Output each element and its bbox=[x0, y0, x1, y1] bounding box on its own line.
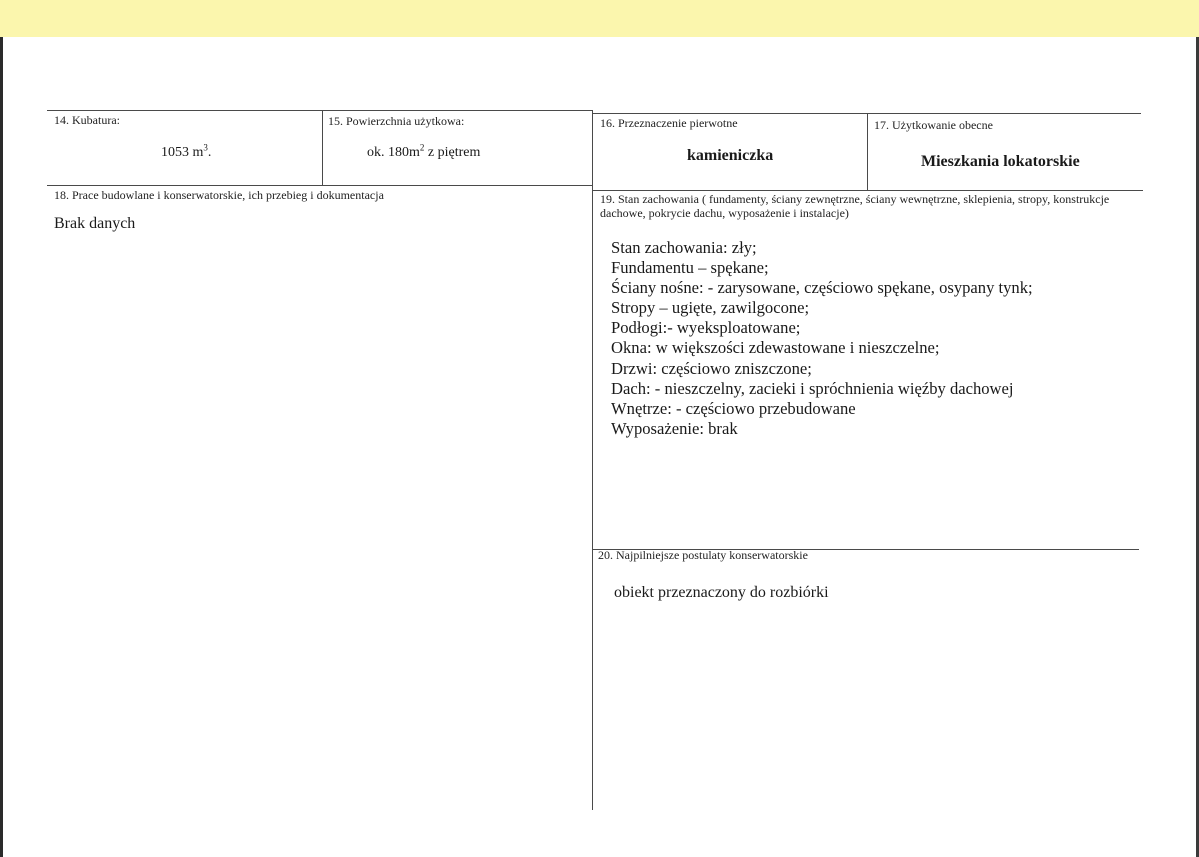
condition-item: Stropy – ugięte, zawilgocone; bbox=[611, 298, 810, 318]
scan-left-edge bbox=[0, 37, 3, 857]
condition-item: Wnętrze: - częściowo przebudowane bbox=[611, 398, 856, 418]
field-14-value: 1053 $m^3$. bbox=[161, 142, 212, 160]
condition-item: Dach: - nieszczelny, zacieki i spróchnienia więźby dachowej bbox=[611, 378, 1014, 398]
rule-col-15 bbox=[322, 110, 323, 186]
field-18-label: 18. Prace budowlane i konserwatorskie, ich przebieg i dokumentacja bbox=[54, 188, 384, 202]
field-16-label: 16. Przeznaczenie pierwotne bbox=[600, 116, 738, 130]
condition-item: Okna: w większości zdewastowane i nieszczelne; bbox=[611, 338, 940, 358]
condition-item: Drzwi: częściowo zniszczone; bbox=[611, 358, 812, 378]
field-15-value: ok. $180m^2$ z piętrem bbox=[367, 142, 481, 160]
field-14-label: 14. Kubatura: bbox=[54, 113, 120, 127]
condition-item: Stan zachowania: zły; bbox=[611, 238, 757, 257]
condition-item: Ściany nośne: - zarysowane, częściowo spękane, osypany tynk; bbox=[611, 278, 1033, 298]
field-17-value: Mieszkania lokatorskie bbox=[921, 153, 1080, 170]
condition-item: Podłogi:- wyeksploatowane; bbox=[611, 318, 801, 338]
field-16-value: kamieniczka bbox=[687, 147, 774, 164]
field-17-label: 17. Użytkowanie obecne bbox=[874, 118, 993, 132]
rule-top-row1-left bbox=[47, 110, 592, 111]
scan-top-strip bbox=[0, 0, 1199, 37]
rule-center bbox=[592, 110, 593, 810]
condition-item: Fundamentu – spękane; bbox=[611, 258, 769, 278]
field-15-label: 15. Powierzchnia użytkowa: bbox=[328, 114, 465, 128]
rule-row2-left bbox=[47, 185, 592, 186]
field-20-label: 20. Najpilniejsze postulaty konserwatorskie bbox=[598, 548, 808, 562]
field-19-condition-list bbox=[611, 238, 1171, 439]
field-19-label: 19. Stan zachowania ( fundamenty, ściany zewnętrzne, ściany wewnętrzne, sklepienia, stropy, konstrukcje dachowe, pokrycie dachu, wyposażenie i instalacje) bbox=[600, 192, 1110, 220]
field-18-value: Brak danych bbox=[54, 215, 136, 232]
rule-col-17 bbox=[867, 114, 868, 191]
field-20-value: obiekt przeznaczony do rozbiórki bbox=[614, 584, 829, 601]
condition-item: Wyposażenie: brak bbox=[611, 418, 738, 438]
